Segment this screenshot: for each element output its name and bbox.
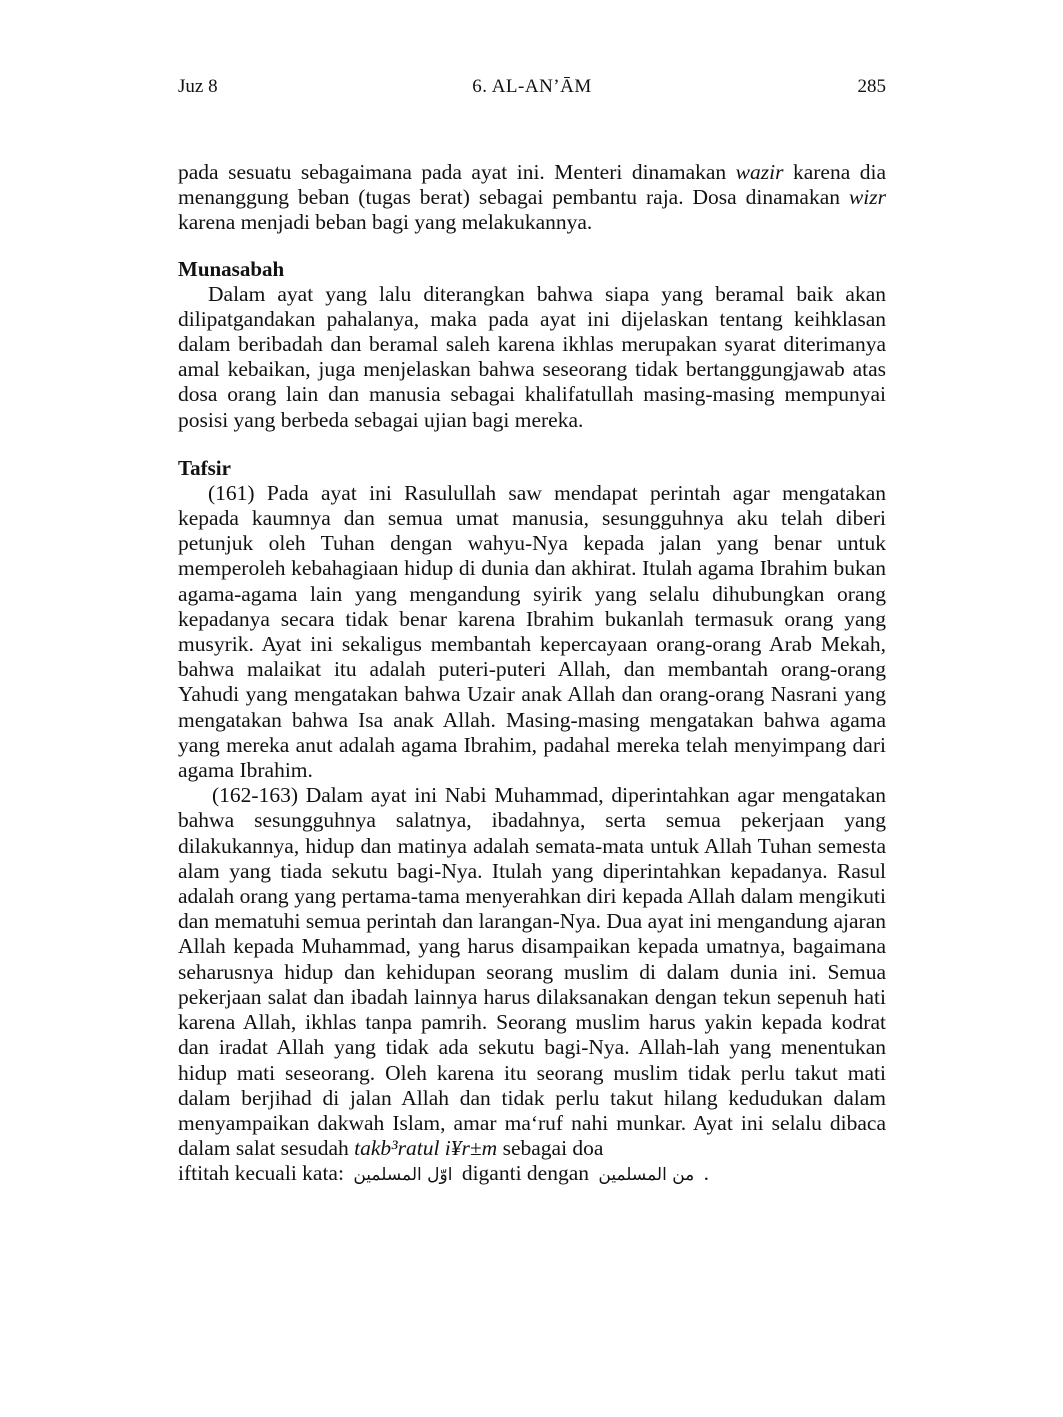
intro-term-wazir: wazir [735,160,784,184]
tafsir-paragraph-162-163 [178,783,886,1161]
arabic-phrase-2: من المسلمين [598,1165,695,1186]
munasabah-heading: Munasabah [178,256,285,281]
tafsir-last-line [178,1161,886,1188]
juz-label: Juz 8 [178,76,218,97]
last-line-mid: diganti dengan [456,1161,595,1186]
intro-text-1: pada sesuatu sebagaimana pada ayat ini. Menteri dinamakan [178,160,736,184]
page-header [178,76,886,102]
tafsir-p2-text: (162-163) Dalam ayat ini Nabi Muhammad, diperintahkan agar mengatakan bahwa sesungguhnya salatnya, ibadahnya, serta semua pekerjaan yang dilakukannya, hidup dan matinya adalah semata-mata untuk Allah Tuhan semesta alam yang tiada sekutu bagi-Nya. Itulah yang diperintahkan kepadanya. Rasul adalah orang yang pertama-tama menyerahkan diri kepada Allah dalam mengikuti dan mematuhi semua perintah dan larangan-Nya. Dua ayat ini mengandung ajaran Allah kepada Muhammad, yang harus disampaikan kepada umatnya, bagaimana seharusnya hidup dan kehidupan seorang muslim di dalam dunia ini. Semua pekerjaan salat dan ibadah lainnya harus dilaksanakan dengan tekun sepenuh hati karena Allah, ikhlas tanpa pamrih. Seorang muslim harus yakin kepada kodrat dan iradat Allah yang tidak ada sekutu bagi-Nya. Allah-lah yang menentukan hidup mati seseorang. Oleh karena itu seorang muslim tidak perlu takut mati dalam berjihad di jalan Allah dan tidak perlu takut hilang kedudukan dalam menyampaikan dakwah Islam, amar ma‘ruf nahi munkar. Ayat ini selalu dibaca dalam salat sesudah [178,783,886,1161]
intro-term-wizr: wizr [848,185,886,210]
page-number: 285 [857,76,886,97]
surah-title: 6. AL-AN’ĀM [472,76,592,97]
tafsir-p2-after: sebagai doa [497,1136,604,1161]
page-body [178,160,886,1189]
tafsir-heading: Tafsir [178,455,231,480]
munasabah-paragraph: Dalam ayat yang lalu diterangkan bahwa siapa yang beramal baik akan dilipatgandakan pahalanya, maka pada ayat ini dijelaskan tentang keihklasan dalam beribadah dan beramal saleh karena ikhlas merupakan syarat diterimanya amal kebaikan, juga menjelaskan bahwa seseorang tidak bertanggungjawab atas dosa orang lain dan manusia sebagai khalifatullah masing-masing mempunyai posisi yang berbeda sebagai ujian bagi mereka. [178,281,886,432]
tafsir-paragraph-161: (161) Pada ayat ini Rasulullah saw mendapat perintah agar mengatakan kepada kaumnya dan semua umat manusia, sesungguhnya aku telah diberi petunjuk oleh Tuhan dengan wahyu-Nya kepada jalan yang benar untuk memperoleh kebahagiaan hidup di dunia dan akhirat. Itulah agama Ibrahim bukan agama-agama lain yang mengandung syirik yang selalu dihubungkan orang kepadanya secara tidak benar karena Ibrahim bukanlah termasuk orang yang musyrik. Ayat ini sekaligus membantah kepercayaan orang-orang Arab Mekah, bahwa malaikat itu adalah puteri-puteri Allah, dan membantah orang-orang Yahudi yang mengatakan bahwa Uzair anak Allah dan orang-orang Nasrani yang mengatakan bahwa Isa anak Allah. Masing-masing mengatakan bahwa agama yang mereka anut adalah agama Ibrahim, padahal mereka telah menyimpang dari agama Ibrahim. [178,480,886,783]
last-line-start: iftitah kecuali kata: [178,1161,350,1186]
arabic-phrase-1: اوّل المسلمين [353,1165,453,1186]
intro-paragraph [178,160,886,236]
last-line-end: . [698,1161,710,1186]
intro-text-2: karena dia menanggung beban (tugas berat) sebagai pembantu raja. Dosa dinamakan [178,160,886,210]
intro-text-3: karena menjadi beban bagi yang melakukannya. [178,210,593,235]
tafsir-term-takbiratul: takb³ratul i¥r±m [354,1136,498,1161]
